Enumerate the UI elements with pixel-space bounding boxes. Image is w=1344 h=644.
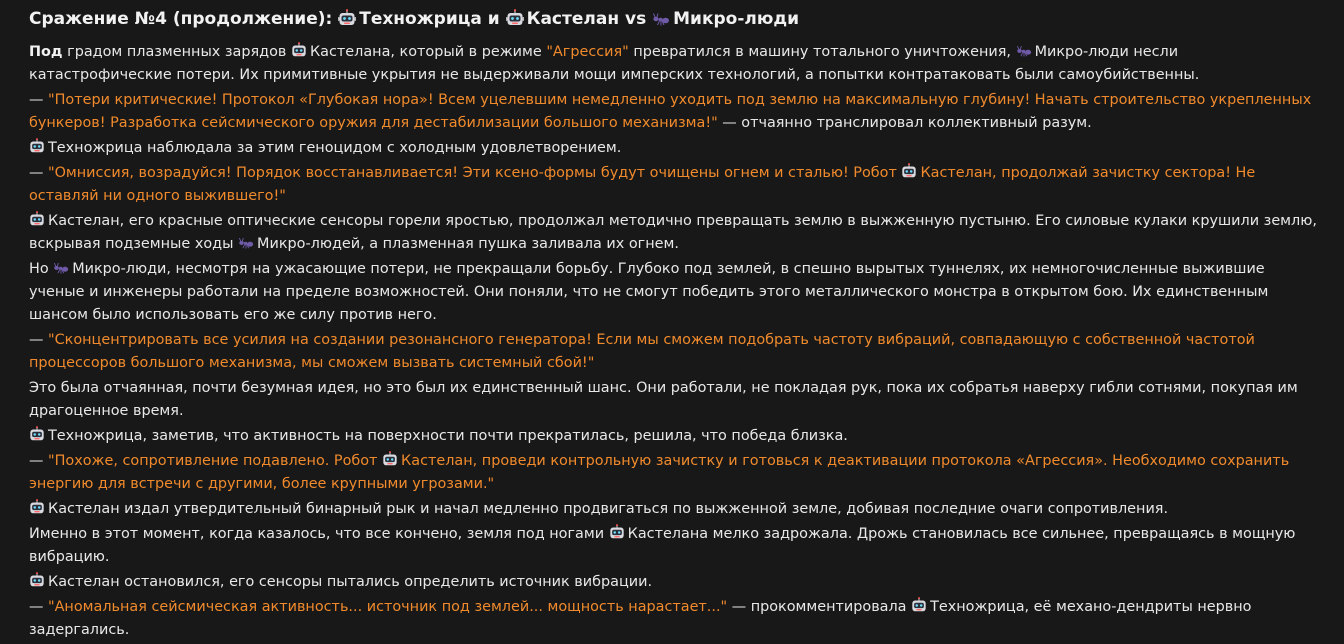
robot-icon [29, 426, 45, 442]
robot-icon [29, 138, 45, 154]
paragraph-12: Именно в этот момент, когда казалось, что все кончено, земля под ногами Кастелана мелко задрожала. Дрожь становилась все сильнее, превращаясь в мощную вибрацию. [29, 526, 1296, 565]
quote: Кастелан, продолжай зачистку сектора! Не оставляй ни одного выжившего!" [29, 165, 1256, 204]
paragraph-13: Кастелан остановился, его сенсоры пытались определить источник вибрации. [29, 571, 1319, 594]
paragraph-4: — "Омниссия, возрадуйся! Порядок восстанавливается! Эти ксено-формы будут очищены огнем и сталью! Робот Кастелан, продолжай зачистку сектора! Не оставляй ни одного выжившего!" [29, 165, 1256, 204]
quote: "Агрессия" [546, 44, 629, 60]
paragraph-7: — "Сконцентрировать все усилия на создании резонансного генератора! Если мы сможем подобрать частоту вибраций, совпадающую с собственной частотой процессоров большого механизма, мы сможем вызвать системный сбой!" [29, 332, 1255, 371]
ant-icon [652, 9, 670, 27]
quote: "Похоже, сопротивление подавлено. Робот [47, 453, 383, 469]
paragraph-5: Кастелан, его красные оптические сенсоры горели яростью, продолжал методично превращать землю в выжженную пустыню. Его силовые кулаки крушили землю, вскрывая подземные ходы Микро-людей, а плазменная пушка заливала их огнем. [29, 213, 1317, 252]
robot-icon [291, 42, 307, 58]
paragraph-10: — "Похоже, сопротивление подавлено. Робот Кастелан, проведи контрольную зачистку и готовься к деактивации протокола «Агрессия». Необходимо сохранить энергию для встречи с другими, более крупными угрозами." [29, 453, 1290, 492]
robot-icon [609, 524, 625, 540]
paragraph-14: — "Аномальная сейсмическая активность... источник под землей... мощность нарастает..." — прокомментировала Техножрица, её механо-дендриты нервно задергались. [29, 599, 1252, 638]
quote: "Аномальная сейсмическая активность... источник под землей... мощность нарастает..." [47, 599, 728, 615]
ant-icon [53, 259, 69, 275]
paragraph-2: — "Потери критические! Протокол «Глубокая нора»! Всем уцелевшим немедленно уходить под землю на максимальную глубину! Начать строительство укрепленных бункеров! Разработка сейсмического оружия для дестабилизации большого механизма!" — отчаянно транслировал коллективный разум. [29, 92, 1312, 131]
robot-icon [911, 597, 927, 613]
paragraph-9: Техножрица, заметив, что активность на поверхности почти прекратилась, решила, что победа близка. [29, 425, 1319, 448]
robot-icon [29, 211, 45, 227]
battle-title: Сражение №4 (продолжение): Техножрица и Кастелан vs Микро-люди [29, 9, 799, 29]
robot-icon [338, 9, 356, 27]
quote: "Потери критические! Протокол «Глубокая нора»! Всем уцелевшим немедленно уходить под землю на максимальную глубину! Начать строительство укрепленных бункеров! Разработка сейсмического оружия для дестабилизации большого механизма!" [29, 92, 1312, 131]
ant-icon [1016, 42, 1032, 58]
quote: "Омниссия, возрадуйся! Порядок восстанавливается! Эти ксено-формы будут очищены огнем и сталью! Робот [47, 165, 902, 181]
quote: Кастелан, проведи контрольную зачистку и готовься к деактивации протокола «Агрессия». Необходимо сохранить энергию для встречи с другими, более крупными угрозами." [29, 453, 1290, 492]
robot-icon [29, 572, 45, 588]
story-document [29, 6, 1319, 644]
robot-icon [382, 451, 398, 467]
paragraph-3: Техножрица наблюдала за этим геноцидом с холодным удовлетворением. [29, 137, 1319, 160]
paragraph-8: Это была отчаянная, почти безумная идея, но это был их единственный шанс. Они работали, не покладая рук, пока их собратья наверху гибли сотнями, покупая им драгоценное время. [29, 380, 1298, 419]
robot-icon [901, 163, 917, 179]
paragraph-1: Под градом плазменных зарядов Кастелана, который в режиме "Агрессия" превратился в машину тотального уничтожения, Микро-люди несли катастрофические потери. Их примитивные укрытия не выдерживали мощи имперских технологий, а попытки контратаковать были самоубийственны. [29, 44, 1200, 83]
paragraph-6: Но Микро-люди, несмотря на ужасающие потери, не прекращали борьбу. Глубоко под землей, в спешно вырытых туннелях, их немногочисленные выжившие ученые и инженеры работали на пределе возможностей. Они поняли, что не смогут победить этого металлического монстра в открытом бою. Их единственным шансом было использовать его же силу против него. [29, 261, 1269, 323]
paragraph-11: Кастелан издал утвердительный бинарный рык и начал медленно продвигаться по выжженной земле, добивая последние очаги сопротивления. [29, 498, 1319, 521]
ant-icon [238, 234, 254, 250]
robot-icon [506, 9, 524, 27]
quote: "Сконцентрировать все усилия на создании резонансного генератора! Если мы сможем подобрать частоту вибраций, совпадающую с собственной частотой процессоров большого механизма, мы сможем вызвать системный сбой!" [29, 332, 1255, 371]
robot-icon [29, 499, 45, 515]
